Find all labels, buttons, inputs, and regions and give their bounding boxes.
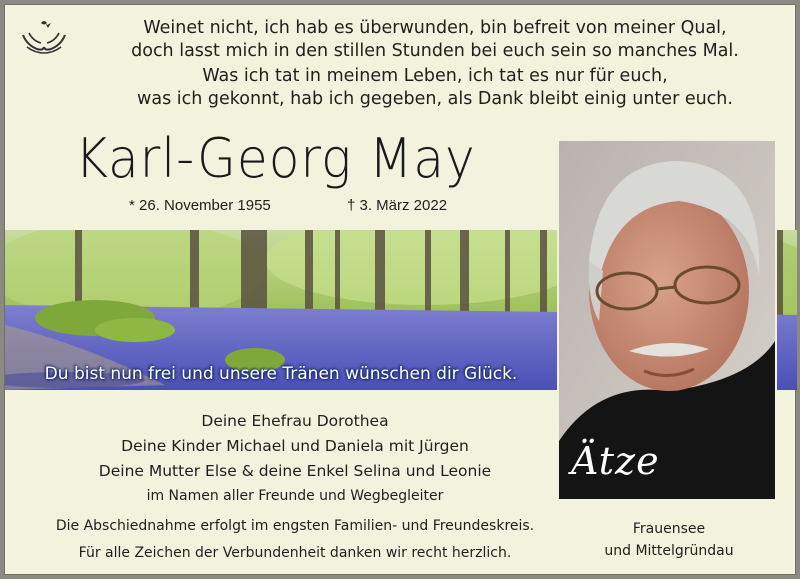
family-line: Deine Kinder Michael und Daniela mit Jürgen bbox=[121, 437, 469, 455]
place bbox=[579, 518, 759, 562]
place-line: und Mittelgründau bbox=[604, 543, 734, 559]
family-line: Deine Mutter Else & deine Enkel Selina und Leonie bbox=[98, 462, 492, 480]
birth-date: * 26. November 1955 bbox=[129, 197, 271, 214]
obituary-card bbox=[4, 4, 796, 575]
poem-line: was ich gekonnt, hab ich gegeben, als Dank bleibt einig unter euch. bbox=[137, 89, 733, 109]
notice-line: Die Abschiednahme erfolgt im engsten Familien- und Freundeskreis. bbox=[55, 518, 535, 534]
family-list bbox=[45, 409, 545, 509]
poem-line: Was ich tat in meinem Leben, ich tat es nur für euch, bbox=[202, 66, 668, 86]
family-line: im Namen aller Freunde und Wegbegleiter bbox=[146, 488, 444, 504]
hands-dove-icon bbox=[19, 17, 69, 57]
poem bbox=[85, 17, 785, 111]
place-line: Frauensee bbox=[632, 521, 706, 537]
family-line: Deine Ehefrau Dorothea bbox=[201, 412, 389, 430]
poem-line: Weinet nicht, ich hab es überwunden, bin befreit von meiner Qual, bbox=[143, 18, 727, 38]
death-date: † 3. März 2022 bbox=[347, 197, 448, 214]
deceased-name: Karl-Georg May bbox=[75, 127, 476, 190]
poem-line: doch lasst mich in den stillen Stunden bei euch sein so manches Mal. bbox=[131, 41, 739, 61]
notice-line: Für alle Zeichen der Verbundenheit danken wir recht herzlich. bbox=[78, 545, 512, 561]
banner-caption: Du bist nun frei und unsere Tränen wünschen dir Glück. bbox=[44, 364, 518, 384]
nickname-signature: Ätze bbox=[571, 439, 660, 483]
notices bbox=[45, 513, 545, 567]
